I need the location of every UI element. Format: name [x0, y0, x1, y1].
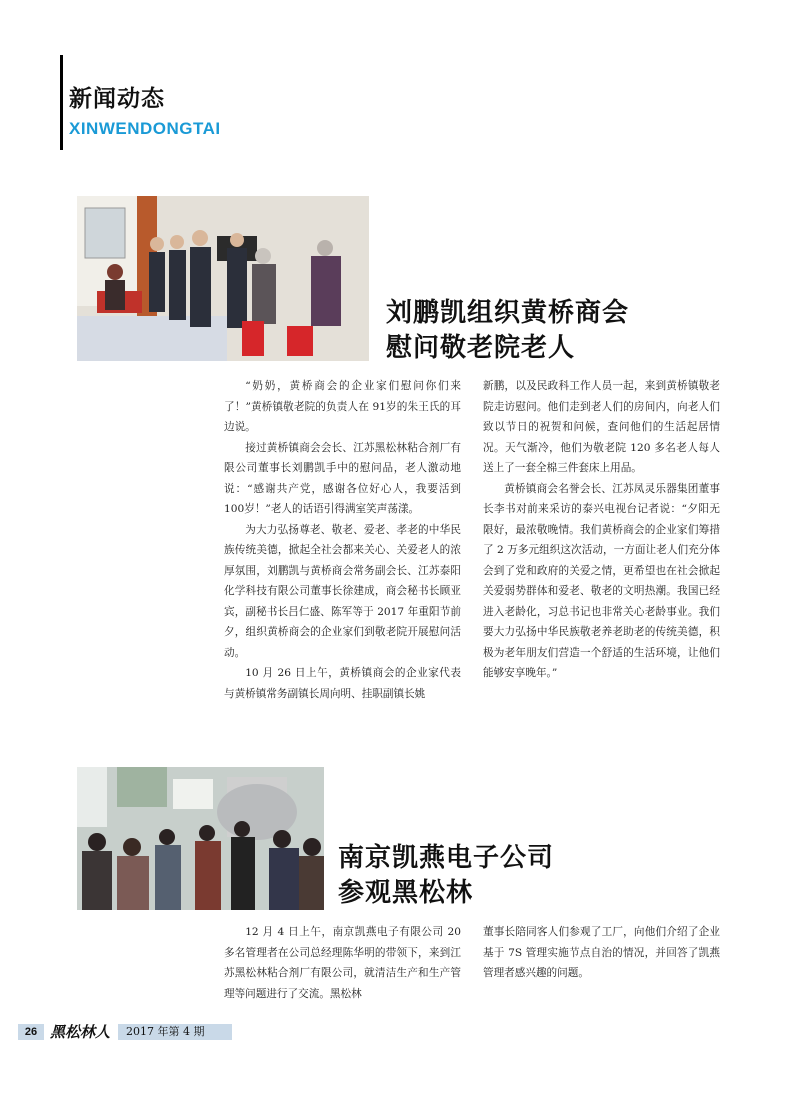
article2-paragraph: 12 月 4 日上午，南京凯燕电子有限公司 20 多名管理者在公司总经理陈华明的带领下，来到江苏黑松林粘合剂厂有限公司，就清洁生产和生产管理等问题进行了交流。黑松林	[224, 926, 461, 1000]
article2-column-2	[483, 922, 720, 984]
article1-paragraph: 新鹏，以及民政科工作人员一起，来到黄桥镇敬老院走访慰问。他们走到老人们的房间内，向老人们致以节日的祝贺和问候，查问他们的生活起居情况。天气渐冷，他们为敬老院 120 多名老人每人送上了一套全棉三件套床上用品。	[483, 380, 720, 474]
page-footer	[18, 1024, 232, 1040]
magazine-logo: 黑松林人	[50, 1023, 111, 1041]
article1-paragraph: 黄桥镇商会名誉会长、江苏凤灵乐器集团董事长李书对前来采访的泰兴电视台记者说：“夕阳无限好，最浓敬晚情。我们黄桥商会的企业家们筹措了 2 万多元组织这次活动，一方面让老人们充分体会到了党和政府的关爱之情，更希望也在社会掀起关爱弱势群体和爱老、敬老的文明热潮。我国已经进入老龄化，习总书记也非常关心老龄事业。我们要大力弘扬中华民族敬老养老助老的传统美德，积极为老年朋友们营造一个舒适的生活环境，让他们能够安享晚年。”	[483, 482, 720, 679]
issue-bar	[118, 1024, 232, 1040]
issue-label: 2017 年第 4 期	[126, 1025, 205, 1038]
page-number: 26	[18, 1024, 44, 1040]
article2-headline-line2: 参观黑松林	[338, 878, 474, 908]
section-subtitle: XINWENDONGTAI	[69, 119, 221, 138]
article2-headline	[338, 841, 554, 911]
article1-paragraph: “奶奶，黄桥商会的企业家们慰问你们来了！”黄桥镇敬老院的负责人在 91岁的朱王氏的耳边说。	[224, 380, 461, 433]
article1-headline-line1: 刘鹏凯组织黄桥商会	[386, 298, 630, 328]
article1-column-1	[224, 376, 461, 704]
article1-headline-line2: 慰问敬老院老人	[386, 333, 576, 363]
article1-column-2	[483, 376, 720, 684]
article2-column-1	[224, 922, 461, 1004]
article1-photo	[77, 196, 369, 361]
article1-paragraph: 为大力弘扬尊老、敬老、爱老、孝老的中华民族传统美德，掀起全社会都来关心、关爱老人的浓厚氛围，刘鹏凯与黄桥商会常务副会长、江苏泰阳化学科技有限公司董事长徐建成，商会秘书长顾亚宾，副秘书长吕仁盛、陈军等于 2017 年重阳节前夕，组织黄桥商会的企业家们到敬老院开展慰问活动。	[224, 523, 461, 659]
article2-photo	[77, 767, 324, 910]
article1-headline	[386, 296, 629, 366]
section-title: 新闻动态	[69, 86, 165, 112]
section-rule	[60, 55, 63, 150]
article2-paragraph: 董事长陪同客人们参观了工厂，向他们介绍了企业基于 7S 管理实施节点自治的情况，并回答了凯燕管理者感兴趣的问题。	[483, 926, 720, 979]
article1-paragraph: 接过黄桥镇商会会长、江苏黑松林粘合剂厂有限公司董事长刘鹏凯手中的慰问品，老人激动地说：“感谢共产党，感谢各位好心人，我要活到 100岁！”老人的话语引得满室笑声荡漾。	[224, 441, 461, 515]
article1-paragraph: 10 月 26 日上午，黄桥镇商会的企业家代表与黄桥镇常务副镇长周向明、挂职副镇长姚	[224, 667, 461, 700]
article2-headline-line1: 南京凯燕电子公司	[338, 843, 555, 873]
